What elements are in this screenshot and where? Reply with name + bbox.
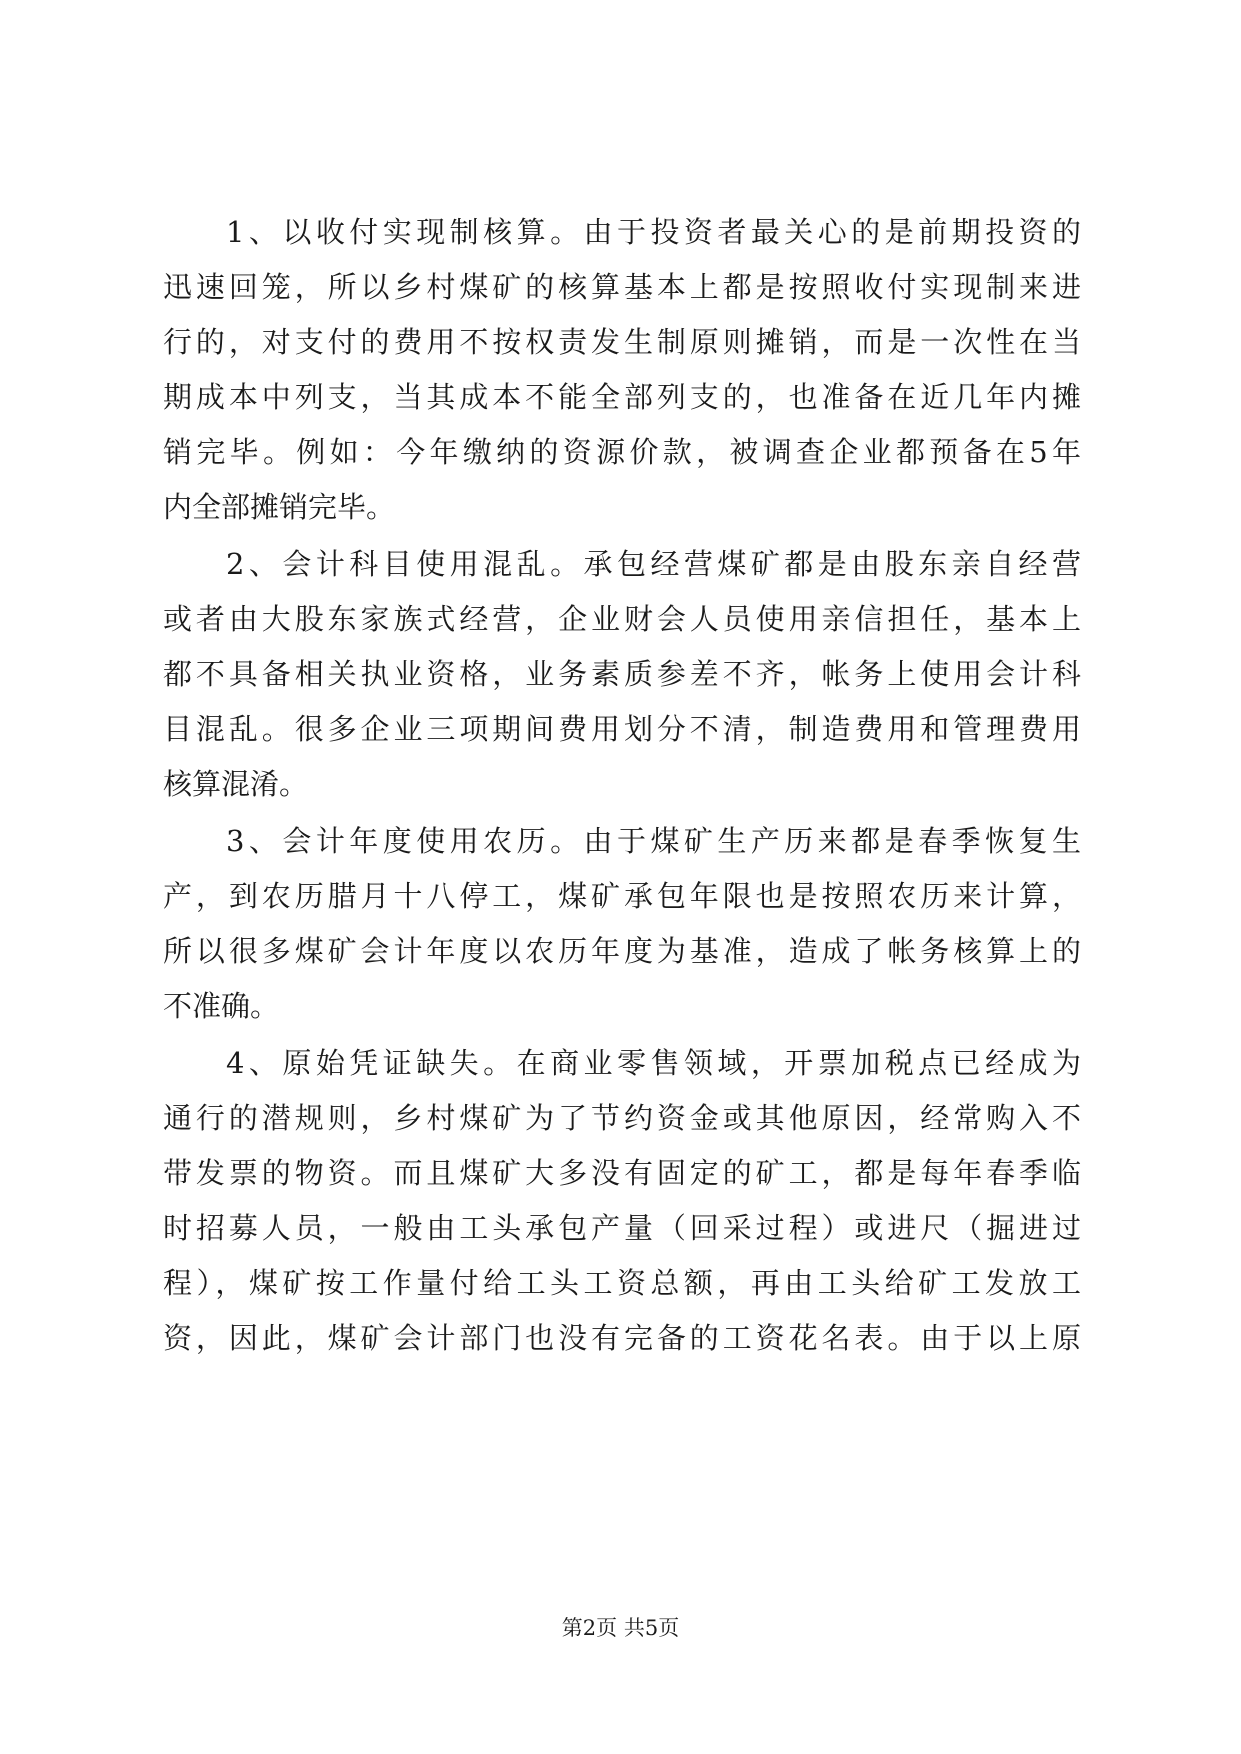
text-line: 所以很多煤矿会计年度以农历年度为基准，造成了帐务核算上的 <box>163 934 1081 968</box>
text-line: 期成本中列支，当其成本不能全部列支的，也准备在近几年内摊 <box>163 380 1081 414</box>
page-footer: 第2页 共5页 <box>561 1616 680 1640</box>
text-line: 都不具备相关执业资格，业务素质参差不齐，帐务上使用会计科 <box>163 657 1081 691</box>
text-line: 2、会计科目使用混乱。承包经营煤矿都是由股东亲自经营 <box>226 547 1081 581</box>
text-line: 目混乱。很多企业三项期间费用划分不清，制造费用和管理费用 <box>163 712 1081 746</box>
text-line: 行的，对支付的费用不按权责发生制原则摊销，而是一次性在当 <box>163 325 1081 359</box>
text-line: 销完毕。例如：今年缴纳的资源价款，被调查企业都预备在5年 <box>163 435 1081 469</box>
text-line: 通行的潜规则，乡村煤矿为了节约资金或其他原因，经常购入不 <box>163 1101 1081 1135</box>
text-line: 不准确。 <box>163 989 280 1023</box>
text-line: 带发票的物资。而且煤矿大多没有固定的矿工，都是每年春季临 <box>163 1156 1081 1190</box>
text-line: 程），煤矿按工作量付给工头工资总额，再由工头给矿工发放工 <box>163 1266 1081 1300</box>
text-line: 核算混淆。 <box>163 767 309 801</box>
text-line: 产，到农历腊月十八停工，煤矿承包年限也是按照农历来计算， <box>163 879 1081 913</box>
text-line: 迅速回笼，所以乡村煤矿的核算基本上都是按照收付实现制来进 <box>163 270 1081 304</box>
text-line: 3、会计年度使用农历。由于煤矿生产历来都是春季恢复生 <box>226 824 1081 858</box>
text-line: 内全部摊销完毕。 <box>163 490 396 524</box>
text-line: 4、原始凭证缺失。在商业零售领域，开票加税点已经成为 <box>226 1046 1081 1080</box>
text-line: 时招募人员，一般由工头承包产量（回采过程）或进尺（掘进过 <box>163 1211 1081 1245</box>
text-line: 资，因此，煤矿会计部门也没有完备的工资花名表。由于以上原 <box>163 1321 1081 1355</box>
text-line: 或者由大股东家族式经营，企业财会人员使用亲信担任，基本上 <box>163 602 1081 636</box>
text-line: 1、以收付实现制核算。由于投资者最关心的是前期投资的 <box>226 215 1081 249</box>
